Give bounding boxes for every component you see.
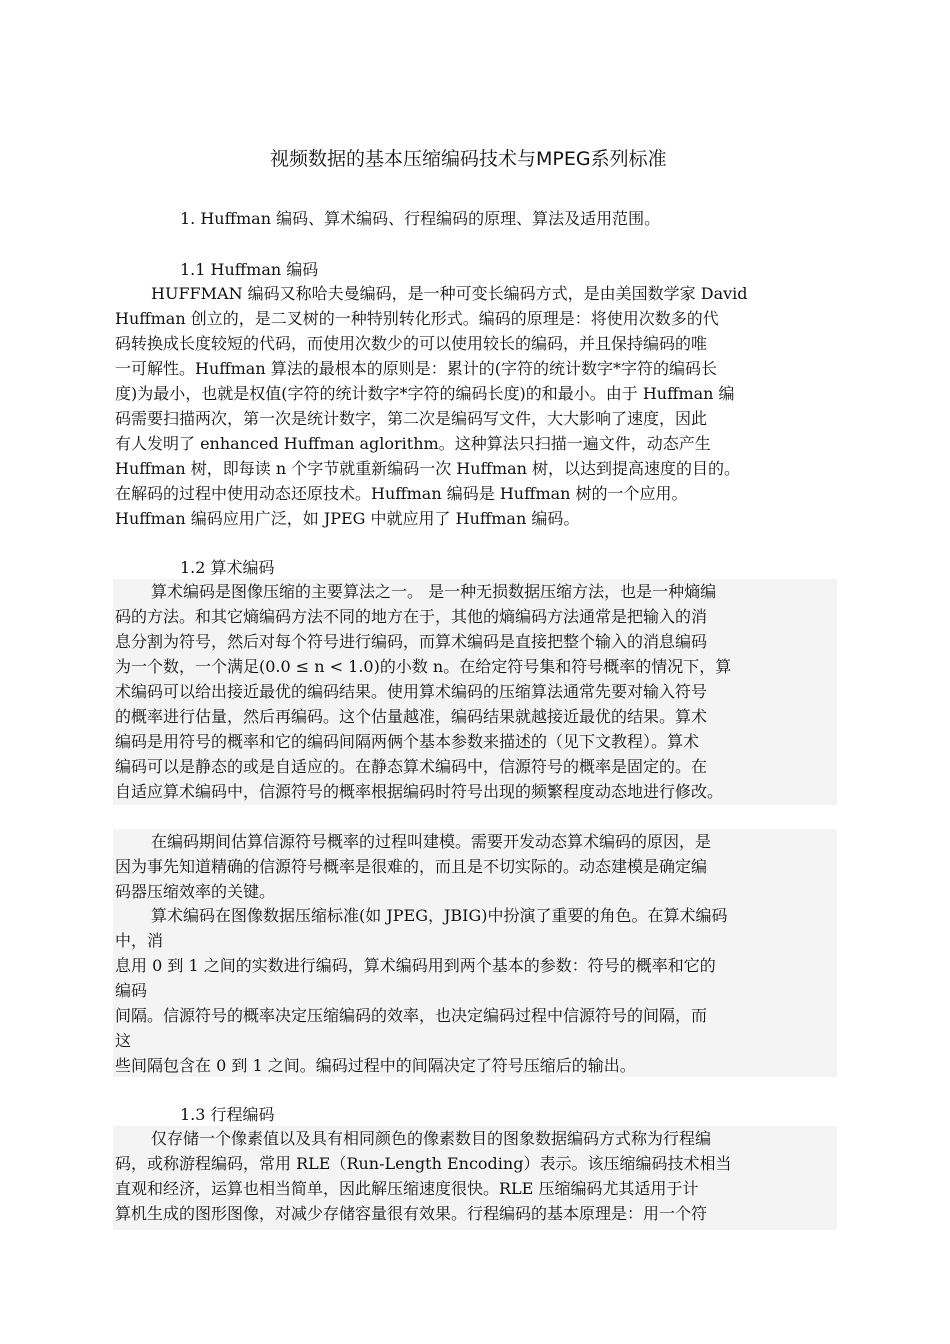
arithmetic-standard-line: 间隔。信源符号的概率决定压缩编码的效率，也决定编码过程中信源符号的间隔，而 — [115, 1006, 708, 1025]
rle-line: 算机生成的图形图像，对减少存储容量很有效果。行程编码的基本原理是：用一个符 — [115, 1204, 708, 1223]
arithmetic-standard-line: 中，消 — [115, 931, 164, 950]
huffman-line: Huffman 编码应用广泛，如 JPEG 中就应用了 Huffman 编码。 — [115, 509, 580, 528]
huffman-line: 有人发明了 enhanced Huffman aglorithm。这种算法只扫描一遍文件，动态产生 — [115, 434, 711, 453]
huffman-line: HUFFMAN 编码又称哈夫曼编码，是一种可变长编码方式，是由美国数学家 David — [151, 284, 748, 303]
modeling-line: 码器压缩效率的关键。 — [115, 882, 276, 901]
arithmetic-line: 术编码可以给出接近最优的编码结果。使用算术编码的压缩算法通常先要对输入符号 — [115, 682, 708, 701]
arithmetic-line: 的概率进行估量，然后再编码。这个估量越准，编码结果就越接近最优的结果。算术 — [115, 707, 708, 726]
huffman-line: 在解码的过程中使用动态还原技术。Huffman 编码是 Huffman 树的一个应用。 — [115, 484, 688, 503]
huffman-heading: 1.1 Huffman 编码 — [180, 260, 319, 279]
arithmetic-line: 为一个数，一个满足(0.0 ≤ n < 1.0)的小数 n。在给定符号集和符号概率的情况下，算 — [115, 657, 732, 676]
huffman-line: 一可解性。Huffman 算法的最根本的原则是：累计的(字符的统计数字*字符的编码长 — [115, 359, 717, 378]
arithmetic-line: 自适应算术编码中，信源符号的概率根据编码时符号出现的频繁程度动态地进行修改。 — [115, 782, 724, 801]
document-title: 视频数据的基本压缩编码技术与MPEG系列标准 — [270, 148, 667, 170]
arithmetic-heading: 1.2 算术编码 — [180, 558, 275, 577]
arithmetic-line: 编码是用符号的概率和它的编码间隔两俩个基本参数来描述的（见下文教程）。算术 — [115, 732, 700, 751]
rle-line: 码，或称游程编码，常用 RLE（Run-Length Encoding）表示。该压缩编码技术相当 — [115, 1154, 732, 1173]
huffman-line: Huffman 树，即每读 n 个字节就重新编码一次 Huffman 树，以达到提高速度的目的。 — [115, 459, 741, 478]
rle-line: 直观和经济，运算也相当简单，因此解压缩速度很快。RLE 压缩编码尤其适用于计 — [115, 1179, 699, 1198]
arithmetic-line: 算术编码是图像压缩的主要算法之一。 是一种无损数据压缩方法，也是一种熵编 — [151, 582, 717, 601]
arithmetic-standard-line: 算术编码在图像数据压缩标准(如 JPEG，JBIG)中扮演了重要的角色。在算术编码 — [151, 906, 728, 925]
modeling-line: 因为事先知道精确的信源符号概率是很难的，而且是不切实际的。动态建模是确定编 — [115, 857, 708, 876]
huffman-line: Huffman 创立的，是二叉树的一种特别转化形式。编码的原理是：将使用次数多的代 — [115, 309, 719, 328]
arithmetic-standard-line: 些间隔包含在 0 到 1 之间。编码过程中的间隔决定了符号压缩后的输出。 — [115, 1056, 636, 1075]
arithmetic-standard-line: 这 — [115, 1031, 132, 1050]
arithmetic-standard-line: 息用 0 到 1 之间的实数进行编码，算术编码用到两个基本的参数：符号的概率和它的 — [115, 956, 716, 975]
arithmetic-line: 息分割为符号，然后对每个符号进行编码，而算术编码是直接把整个输入的消息编码 — [115, 632, 708, 651]
rle-line: 仅存储一个像素值以及具有相同颜色的像素数目的图象数据编码方式称为行程编 — [151, 1129, 712, 1148]
huffman-line: 码转换成长度较短的代码，而使用次数少的可以使用较长的编码，并且保持编码的唯 — [115, 334, 708, 353]
section-1-heading: 1. Huffman 编码、算术编码、行程编码的原理、算法及适用范围。 — [180, 209, 661, 228]
arithmetic-standard-line: 编码 — [115, 981, 148, 1000]
arithmetic-line: 码的方法。和其它熵编码方法不同的地方在于，其他的熵编码方法通常是把输入的消 — [115, 607, 708, 626]
huffman-line: 码需要扫描两次，第一次是统计数字，第二次是编码写文件，大大影响了速度，因此 — [115, 409, 708, 428]
modeling-line: 在编码期间估算信源符号概率的过程叫建模。需要开发动态算术编码的原因，是 — [151, 832, 712, 851]
arithmetic-line: 编码可以是静态的或是自适应的。在静态算术编码中，信源符号的概率是固定的。在 — [115, 757, 708, 776]
rle-heading: 1.3 行程编码 — [180, 1105, 275, 1124]
huffman-line: 度)为最小，也就是权值(字符的统计数字*字符的编码长度)的和最小。由于 Huffman 编 — [115, 384, 735, 403]
